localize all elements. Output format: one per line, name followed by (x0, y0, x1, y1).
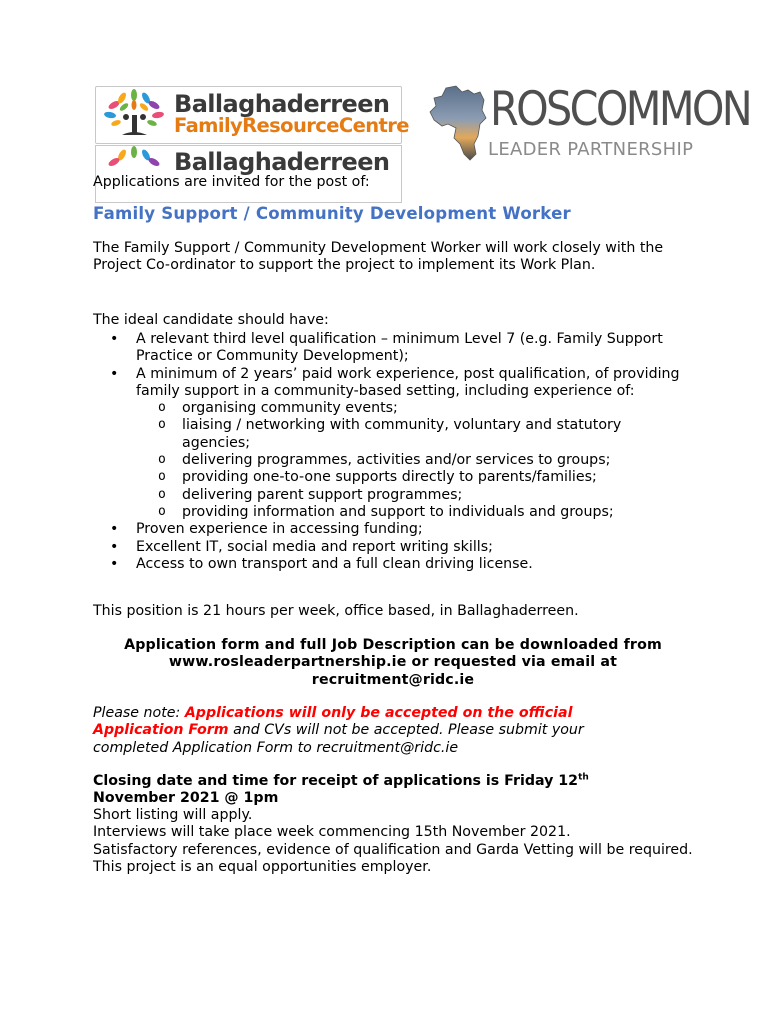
note-warning: Applications will only be accepted on the official Application Form (93, 705, 573, 739)
note-suffix: and CVs will not be accepted. Please submit your completed Application Form to recruitment@ridc.ie (93, 722, 584, 756)
closing-date-part2: November 2021 @ 1pm (93, 790, 279, 807)
ideal-candidate-intro: The ideal candidate should have: (93, 312, 329, 328)
leader-partnership-wordmark: LEADER PARTNERSHIP (488, 139, 694, 160)
sub-list-item: o delivering parent support programmes; (136, 487, 683, 504)
sub-list-item: o organising community events; (136, 400, 683, 417)
logo-name-line2: FamilyResourceCentre (174, 114, 409, 137)
ballaghaderreen-frc-logo (95, 86, 409, 176)
roscommon-wordmark: ROSCOMMON (490, 82, 751, 137)
list-item-text: A minimum of 2 years’ paid work experience, post qualification, of providing family support in a community-based setting, including experience of: (136, 365, 680, 399)
experience-sublist (136, 400, 683, 521)
closing-date-part1: Closing date and time for receipt of applications is Friday 12 (93, 773, 579, 789)
application-form-notice: Application form and full Job Description can be downloaded from www.rosleaderpartnership.ie or requested via email at recruitment@ridc.ie (124, 637, 662, 688)
requirements-list (93, 331, 683, 573)
logo-name-line1: Ballaghaderreen (174, 90, 390, 118)
footer-line: Short listing will apply. (93, 807, 253, 823)
job-title: Family Support / Community Development Worker (93, 204, 571, 223)
closing-date (93, 773, 653, 808)
note-prefix: Please note: (93, 705, 185, 721)
list-item: • A relevant third level qualification – minimum Level 7 (e.g. Family Support Practice or Community Development); (93, 331, 683, 366)
footer-line: Satisfactory references, evidence of qualification and Garda Vetting will be required. (93, 841, 693, 858)
position-details: This position is 21 hours per week, office based, in Ballaghaderreen. (93, 603, 579, 619)
footer-line: Interviews will take place week commencing 15th November 2021. (93, 824, 571, 841)
list-item: • Proven experience in accessing funding; (93, 521, 683, 538)
sub-list-item: o delivering programmes, activities and/or services to groups; (136, 452, 683, 469)
logo-frame (95, 86, 409, 144)
sub-list-item: o providing information and support to individuals and groups; (136, 504, 683, 521)
tree-icon (102, 91, 168, 139)
list-item: • Access to own transport and a full clean driving license. (93, 556, 683, 573)
please-note (93, 705, 653, 757)
sub-list-item: o liaising / networking with community, voluntary and statutory agencies; (136, 417, 683, 452)
sub-list-item: o providing one-to-one supports directly to parents/families; (136, 469, 683, 486)
list-item (93, 366, 683, 522)
county-map-icon (428, 84, 490, 162)
roscommon-leader-partnership-logo (428, 82, 751, 164)
intro-text: Applications are invited for the post of: (93, 174, 370, 190)
job-description: The Family Support / Community Development Worker will work closely with the Project Co-ordinator to support the project to implement its Work Plan. (93, 240, 664, 274)
list-item: • Excellent IT, social media and report writing skills; (93, 539, 683, 556)
footer-line: This project is an equal opportunities employer. (93, 858, 432, 875)
logo-name-line1-duplicate: Ballaghaderreen (174, 148, 390, 176)
footer-info (93, 807, 693, 876)
closing-date-sup: th (578, 772, 589, 783)
